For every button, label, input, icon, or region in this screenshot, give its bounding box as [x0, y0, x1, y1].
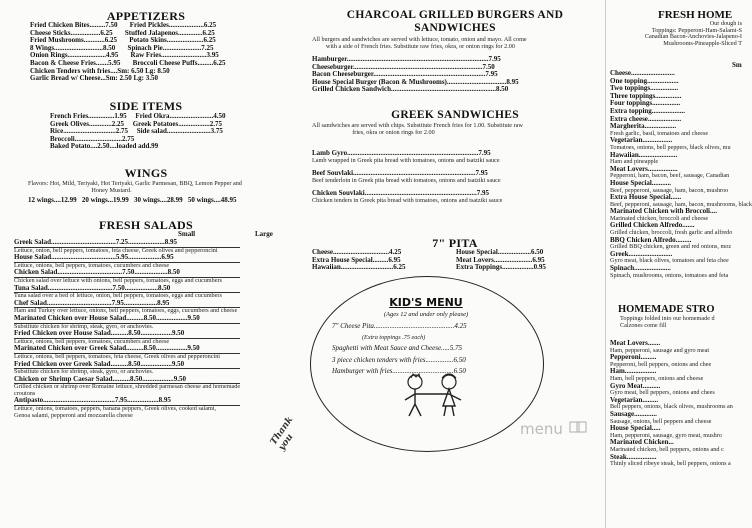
kids-holding-hands-icon [383, 372, 483, 420]
pizza-description: Beef, pepperoni, sausage, ham, bacon, mushroo [610, 186, 729, 194]
stromboli-item: Gyro Meat.......... [610, 381, 661, 390]
burgers-title: CHARCOAL GRILLED BURGERS AND SANDWICHES [346, 9, 564, 34]
stromboli-item: Sausage............. [610, 409, 657, 418]
stromboli-description: Ham, pepperoni, sausage, gyro meat, mushro [610, 431, 722, 439]
pita-item: Cheese................................4.25 [312, 248, 402, 256]
pita-item: Meat Lovers......................6.95 [456, 255, 545, 264]
salad-description: Lettuce, onions, tomatoes, peppers, banana peppers, Greek olives, cooked salami, Genoa salami, pepperoni and mozzarella cheese [14, 405, 217, 419]
greek-sandwich-description: Chicken tenders in Greek pita bread with tomatoes, onions and tsatziki sauce [312, 196, 503, 204]
burgers-list [312, 56, 519, 94]
pizza-list [610, 70, 752, 279]
wings-prices: 12 wings....12.99 20 wings...19.99 30 wings....28.99 50 wings....48.95 [28, 196, 237, 204]
stromboli-description: Sausage, onions, bell peppers and cheese [610, 417, 712, 425]
pizza-description: Grilled chicken, broccoli, fresh garlic and alfredo [610, 229, 733, 237]
burger-item: Grilled Chicken Sandwich............................................................8.50 [312, 85, 509, 94]
salads-list [14, 239, 240, 419]
pizza-description: Ham and pineapple [610, 158, 659, 166]
watermark-logo [520, 420, 588, 438]
greek-sandwich-item: Chicken Souvlaki................................................................7.95 [312, 189, 489, 198]
burgers-desc: All burgers and sandwiches are served with lettuce, tomato, onion and mayo. All come with a side of French fries. Substitute raw fries, okra, or onion rings for 2.00 [312, 36, 527, 50]
pita-left-list [312, 249, 406, 272]
kids-item: 3 piece chicken tenders with fries................6.50 [332, 355, 466, 364]
stromboli-intro [620, 316, 715, 329]
stromboli-item: Marinated Chicken... [610, 438, 674, 447]
kids-title: KID'S MENU [389, 296, 463, 309]
pita-item: Hawaiian..............................6.25 [312, 263, 406, 272]
pizza-description: Spinach, mushrooms, onions, tomatoes and feta [610, 271, 729, 279]
salad-description: Lettuce, onions, bell peppers, tomatoes, cucumbers and cheese [14, 261, 170, 269]
wings-title: WINGS [124, 166, 168, 180]
pizza-item: Three toppings............... [610, 91, 682, 100]
greek-desc: All sandwiches are served with chips. Substitute French fries for 1.00. Substitute raw fries, okra or onion rings for 2.00 [312, 122, 523, 136]
left-column [0, 0, 296, 528]
greek-sandwich-item: Beef Souvlaki......................................................................7.95 [312, 169, 488, 178]
side-item: Rice..............................2.75 Side salad.........................3.75 [50, 127, 223, 136]
pizza-item: Grilled Chicken Alfredo....... [610, 221, 695, 230]
side-item: Greek Olives.............2.25 Greek Potatoes..................2.75 [50, 119, 222, 128]
pages-icon [568, 420, 588, 434]
stromboli-description: Pepperoni, bell peppers, onions and chee [610, 360, 712, 368]
signature-scribble: Thank you [268, 415, 296, 453]
appetizer-item: 8 Wings............................8.50 Spinach Pie......................7.25 [30, 43, 214, 52]
homemade-intro-line: Mushrooms-Pineapple-Sliced T [663, 39, 742, 47]
pizza-item: Greek......................... [610, 249, 673, 258]
appetizer-item: Chicken Tenders with fries....Sm: 6.50 Lg: 8.50 [30, 66, 170, 75]
side-items-list [50, 113, 225, 151]
kids-item: (Extra toppings .75 each) [362, 333, 426, 341]
stromboli-item: Vegetarian......... [610, 395, 659, 404]
salads-small-header: Small [178, 230, 196, 238]
side-item: Broccoli...........................2.75 [50, 134, 135, 143]
salad-item: Chicken or Shrimp Caesar Salad..........8.50..................9.50 [14, 376, 240, 385]
greek-list [312, 144, 502, 205]
greek-title: GREEK SANDWICHES [391, 109, 519, 121]
stromboli-description: Ham, pepperoni, sausage and gyro meat [610, 346, 710, 354]
pizza-item: Hawaiian...................... [610, 150, 678, 159]
salad-description: Substitute chicken for shrimp, steak, gyro, or anchovies. [14, 368, 154, 376]
pita-right-list [456, 249, 546, 272]
salad-description: Chicken salad over lettuce with onions, bell peppers, tomatoes, eggs and cucumbers [14, 276, 222, 284]
appetizer-item: Garlic Bread w/ Cheese...Sm: 2.50 Lg: 3.50 [30, 74, 158, 83]
pizza-item: Spinach..................... [610, 264, 671, 273]
appetizer-item: Cheese Sticks.................6.25 Stuffed Jalapenos..............6.25 [30, 28, 215, 37]
appetizer-item: Bacon & Cheese Fries.......5.95 Broccoli Cheese Puffs.........6.25 [30, 58, 226, 67]
pizza-item: Cheese......................... [610, 69, 675, 77]
salads-large-header: Large [255, 230, 273, 238]
salad-description: Lettuce, onions, bell peppers, tomatoes, cucumbers and cheese [14, 337, 170, 345]
pizza-item: Margherita.................. [610, 122, 677, 131]
pizza-description: Pepperoni, ham, bacon, beef, sausage, Canadian [610, 172, 730, 180]
kids-illustration [383, 372, 483, 425]
stromboli-title: HOMEMADE STRO [618, 304, 715, 315]
salad-item: Marinated Chicken over House Salad..........8.50..................9.50 [14, 315, 240, 324]
salad-item: Fried Chicken over House Salad..........8.50..................9.50 [14, 330, 240, 339]
salad-description: Grilled chicken or shrimp over Romaine lettuce, shredded parmesan cheese and homemade croutons [14, 383, 241, 397]
pizza-item: One topping.................. [610, 76, 679, 85]
pizza-item: Extra cheese................... [610, 114, 682, 123]
wings-flavors: Flavors: Hot, Mild, Teriyaki, Hot Teriyaki, Garlic Parmesan, BBQ, Lemon Pepper and Honey Mustard. [28, 180, 242, 194]
pizza-description: Tomatoes, onions, bell peppers, black olives, mu [610, 143, 731, 151]
salad-description: Tuna salad over a bed of lettuce, onion, bell peppers, tomatoes, eggs and cucumbers [14, 292, 222, 300]
stromboli-item: House Special..... [610, 424, 661, 433]
stromboli-item: Pepperoni......... [610, 353, 657, 362]
salad-description: Substitute chicken for shrimp, steak, gyro, or anchovies. [14, 322, 154, 330]
pita-title: 7" PITA [432, 236, 478, 250]
appetizers-list [30, 22, 225, 83]
pizza-item: Extra House Special...... [610, 193, 682, 202]
homemade-title: FRESH HOME [658, 9, 733, 21]
stromboli-intro-line: Calzones come fill [620, 321, 667, 329]
pita-item: House Special...................6.50 [456, 248, 544, 256]
kids-item: Spaghetti with Meat Sauce and Cheese.....5.75 [332, 344, 463, 353]
burger-item: Cheeseburger..........................................................................7.50 [312, 62, 495, 71]
salad-item: Chicken Salad.....................................7.50...................8.50 [14, 269, 240, 278]
stromboli-intro-line: Toppings folded into our homemade d [620, 315, 715, 322]
salad-description: Lettuce, onions, bell peppers, tomatoes, feta cheese, Greek olives and pepperoncini [14, 352, 221, 360]
pizza-item: Extra topping................... [610, 106, 686, 115]
salads-title: FRESH SALADS [99, 218, 193, 232]
stromboli-list [610, 340, 733, 468]
homemade-intro [614, 21, 742, 47]
pizza-item: Meat Lovers................. [610, 164, 678, 173]
greek-sandwich-item: Lamb Gyro...........................................................................7.95 [312, 149, 491, 157]
pizza-description: Grilled BBQ chicken, green and red onions, moz [610, 243, 732, 251]
watermark-text: menu [520, 420, 563, 438]
salad-item: Marinated Chicken over Greek Salad..........8.50..................9.50 [14, 345, 240, 354]
pita-item: Extra Toppings..................0.95 [456, 263, 546, 272]
salad-item: Fried Chicken over Greek Salad..........8.50..................9.50 [14, 361, 240, 370]
salad-item: House Salad.....................................5.95...................6.95 [14, 254, 240, 263]
stromboli-description: Ham, bell peppers, onions and cheese [610, 374, 704, 382]
appetizer-item: Fried Mushrooms............6.25 Potato Skins.....................6.25 [30, 36, 216, 45]
stromboli-item: Meat Lovers....... [610, 339, 661, 347]
side-item: French Fries...............1.95 Fried Okra.........................4.50 [50, 112, 226, 120]
salad-description: Ham and Turkey over lettuce, onions, bell peppers, tomatoes, eggs, cucumbers and cheese [14, 307, 238, 315]
burger-item: Bacon Cheeseburger................................................................7.95 [312, 70, 498, 79]
right-column [605, 0, 752, 528]
greek-sandwich-description: Beef tenderloin in Greek pita bread with tomatoes, onions and tsatziki sauce [312, 176, 501, 184]
appetizers-title: APPETIZERS [106, 9, 186, 23]
pizza-description: Gyro meat, black olives, tomatoes and feta chee [610, 257, 729, 265]
side-items-title: SIDE ITEMS [109, 99, 183, 113]
salad-description: Lettuce, onion, bell peppers, tomatoes, feta cheese, Greek olives and pepperoncini [14, 246, 218, 254]
kids-item: Hamburger with fries...................................6.50 [332, 367, 466, 376]
greek-sandwich-description: Lamb wrapped in Greek pita bread with tomatoes, onions and tsatziki sauce [312, 156, 500, 164]
appetizer-item: Fried Chicken Bites.........7.50 Fried Pickles....................6.25 [30, 21, 217, 29]
stromboli-item: Ham.................. [610, 367, 657, 376]
homemade-intro-line: Toppings: Pepperoni-Ham-Salami-S [651, 26, 742, 34]
salad-item: Greek Salad.....................................7.25.....................8.95 [14, 239, 240, 248]
pizza-item: BBQ Chicken Alfredo......... [610, 235, 692, 244]
stromboli-description: Marinated chicken, bell peppers, onions and c [610, 445, 724, 453]
kids-item: 7" Cheese Pita..............................................4.25 [332, 322, 467, 330]
side-item: Baked Potato....2.50....loaded add.99 [50, 142, 159, 151]
burger-item: House Special Burger (Bacon & Mushrooms)..................................8.95 [312, 77, 519, 86]
pizza-description: Marinated chicken, broccoli and cheese [610, 214, 709, 222]
stromboli-item: Steak................. [610, 452, 657, 461]
salad-item: Tuna Salad.....................................7.50...................8.50 [14, 285, 240, 294]
burger-item: Hamburger.................................................................................7.95 [312, 55, 501, 63]
stromboli-description: Thinly sliced ribeye steak, bell peppers, onions a [610, 460, 731, 468]
stromboli-description: Bell peppers, onions, black olives, mushrooms an [610, 403, 733, 411]
pizza-item: Four toppings................ [610, 99, 681, 108]
appetizer-item: Onion Rings......................4.95 Raw Fries..........................3.95 [30, 51, 219, 60]
stromboli-description: Gyro meat, bell peppers, onions and chees [610, 389, 715, 397]
pizza-item: House Special........... [610, 178, 672, 187]
kids-subtitle: (Ages 12 and under only please) [383, 311, 469, 318]
salad-item: Chef Salad.....................................7.95...................8.95 [14, 300, 240, 309]
homemade-intro-line: Our dough is [709, 20, 742, 27]
pizza-item: Vegetarian................. [610, 136, 673, 145]
salad-item: Antipasto.........................................7.95..................8.95 [14, 397, 240, 406]
pizza-item: Marinated Chicken with Broccoli.... [610, 207, 718, 216]
pizza-description: Fresh garlic, basil, tomatoes and cheese [610, 129, 709, 137]
homemade-intro-line: Canadian Bacon-Anchovies-Jalapeno-I [644, 33, 742, 41]
pita-item: Extra House Special.........6.95 [312, 255, 401, 264]
pizza-item: Two toppings................ [610, 84, 679, 93]
pizza-description: Beef, pepperoni, sausage, ham, bacon, mushrooms, black [610, 200, 752, 208]
homemade-size-header: Sm [732, 61, 742, 69]
